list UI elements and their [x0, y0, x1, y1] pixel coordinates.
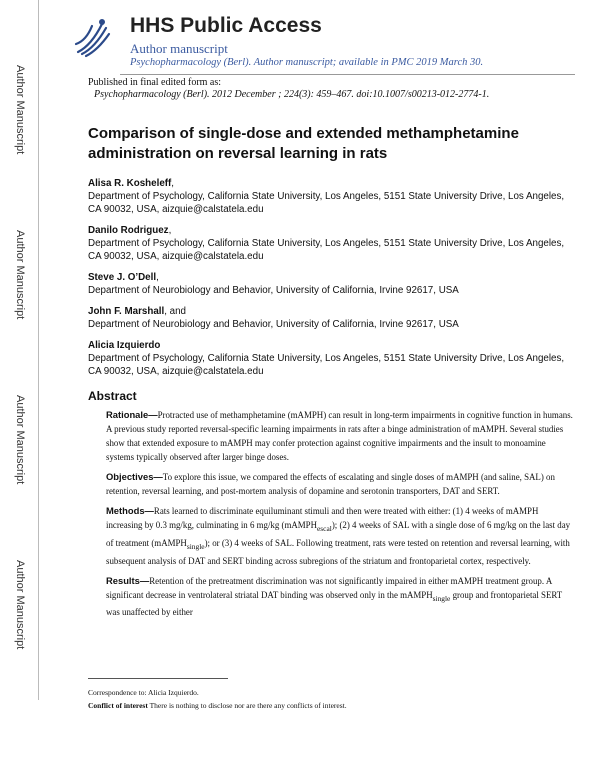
published-citation: Psychopharmacology (Berl). 2012 December ; 224(3): 459–467. doi:10.1007/s00213-012-2774-1.	[94, 89, 490, 100]
footnote-rule	[88, 678, 228, 679]
manuscript-sidebar	[0, 0, 39, 700]
published-label: Published in final edited form as:	[88, 77, 222, 88]
author-affiliation: Department of Psychology, California State University, Los Angeles, 5151 State University Drive, Los Angeles, CA 90032, USA, aizquie@calstatela.edu	[88, 191, 565, 215]
author-name: Danilo Rodriguez	[88, 225, 169, 236]
author-entry: Steve J. O’Dell, Department of Neurobiology and Behavior, University of California, Irvine 92617, USA	[88, 271, 568, 297]
author-name: Alisa R. Kosheleff	[88, 178, 172, 189]
author-entry: Alisa R. Kosheleff, Department of Psychology, California State University, Los Angeles, 5151 State University Drive, Los Angeles, CA 90032, USA, aizquie@calstatela.edu	[88, 177, 568, 216]
author-name: Steve J. O’Dell	[88, 272, 157, 283]
footnotes	[88, 686, 347, 712]
abstract-objectives: Objectives—To explore this issue, we compared the effects of escalating and single doses of mAMPH (and saline, SAL) on retention, reversal learning, and post-mortem analysis of dopamine and serotonin transporters, DAT and SERT.	[106, 471, 555, 496]
author-list	[88, 177, 568, 386]
author-name: John F. Marshall	[88, 306, 165, 317]
header-rule	[120, 74, 575, 75]
author-entry: Danilo Rodriguez, Department of Psychology, California State University, Los Angeles, 5151 State University Drive, Los Angeles, CA 90032, USA, aizquie@calstatela.edu	[88, 224, 568, 263]
paper-title: Comparison of single-dose and extended methamphetamine administration on reversal learning in rats	[88, 125, 519, 162]
hhs-public-access-title: HHS Public Access	[130, 14, 322, 37]
abstract-heading: Abstract	[88, 389, 137, 403]
abstract-methods: Methods—Rats learned to discriminate equiluminant stimuli and then were treated with either: (1) 4 weeks of mAMPH increasing by 0.3 mg/kg, culminating in 6 mg/kg (mAMPH$_{escal}$); (2) 4 weeks of SAL with a single dose of 6 mg/kg on the last day of treatment (mAMPH$_{single}$); or (3) 4 weeks of SAL. Following treatment, rats were tested on retention and reversal learning, with subsequent analysis of DAT and SERT binding across subregions of the striatum and frontoparietal cortex, respectively.	[106, 505, 571, 566]
conflict-note: Conflict of interest There is nothing to disclose nor are there any conflicts of interest.	[88, 701, 347, 710]
author-entry	[88, 339, 568, 378]
abstract-results: Results—Retention of the pretreatment discrimination was not significantly impaired in either mAMPH treatment group. A significant decrease in ventrolateral striatal DAT binding was observed only in the mAMPH$_{single}$ group and frontoparietal SERT was unaffected by either	[106, 574, 563, 618]
author-manuscript-subtitle: Author manuscript	[130, 41, 228, 56]
sidebar-label: Author Manuscript	[14, 230, 26, 320]
published-in	[88, 77, 489, 101]
author-affiliation: Department of Psychology, California State University, Los Angeles, 5151 State University Drive, Los Angeles, CA 90032, USA, aizquie@calstatela.edu	[88, 238, 565, 262]
author-affiliation: Department of Psychology, California State University, Los Angeles, 5151 State University Drive, Los Angeles, CA 90032, USA, aizquie@calstatela.edu	[88, 353, 565, 377]
journal-citation: Psychopharmacology (Berl). Author manuscript; available in PMC 2019 March 30.	[130, 57, 484, 68]
sidebar-label: Author Manuscript	[14, 65, 26, 155]
author-affiliation: Department of Neurobiology and Behavior, University of California, Irvine 92617, USA	[88, 285, 459, 296]
author-affiliation: Department of Neurobiology and Behavior, University of California, Irvine 92617, USA	[88, 319, 459, 330]
sidebar-label: Author Manuscript	[14, 395, 26, 485]
author-entry: John F. Marshall, and Department of Neurobiology and Behavior, University of California, Irvine 92617, USA	[88, 305, 568, 331]
abstract-rationale: Rationale—Protracted use of methamphetamine (mAMPH) can result in long-term impairments in cognitive function in humans. A previous study reported reversal-specific learning impairments in rats after a binge administration of mAMPH. Several studies show that extended exposure to mAMPH may confer protection against cognitive impairments and the insult to monoamine systems typically observed after larger binge doses.	[106, 409, 573, 462]
author-name: Alicia Izquierdo	[88, 340, 161, 351]
sidebar-label: Author Manuscript	[14, 560, 26, 650]
abstract-body	[106, 408, 576, 625]
correspondence-note: Correspondence to: Alicia Izquierdo.	[88, 688, 199, 697]
hhs-eagle-logo-icon	[72, 14, 112, 60]
